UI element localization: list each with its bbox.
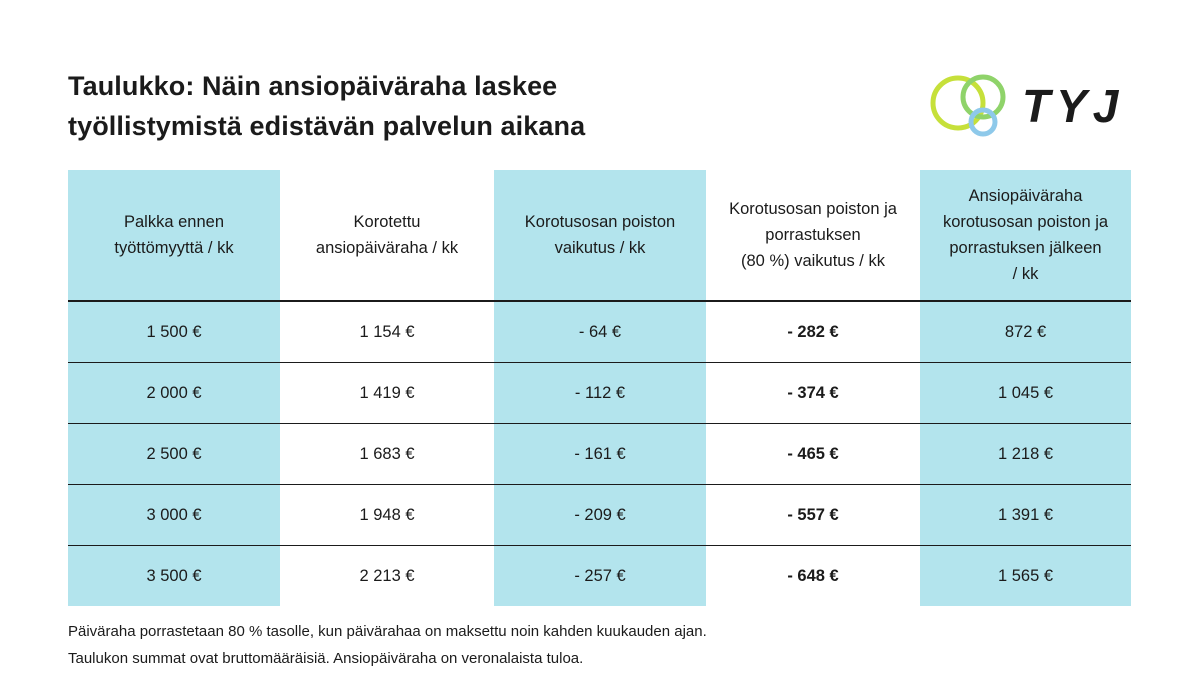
footnote-line-2: Taulukon summat ovat bruttomääräisiä. Ansiopäiväraha on veronalaista tuloa. (68, 650, 584, 667)
cell-raised-allowance: 2 213 € (280, 546, 494, 607)
cell-salary: 3 000 € (68, 485, 280, 546)
header-line: porrastuksen (765, 226, 861, 244)
cell-removal-effect: - 209 € (494, 485, 706, 546)
table-header-row (68, 170, 1131, 301)
header-line: Korotusosan poiston (524, 213, 676, 231)
table-row (68, 363, 1131, 424)
cell-final-allowance: 1 218 € (920, 424, 1131, 485)
cell-raised-allowance: 1 154 € (280, 301, 494, 363)
header-line: Korotusosan poiston ja (729, 200, 897, 218)
cell-final-allowance: 1 045 € (920, 363, 1131, 424)
header-line: vaikutus / kk (554, 239, 646, 257)
cell-combined-effect: - 648 € (706, 546, 920, 607)
cell-removal-effect: - 257 € (494, 546, 706, 607)
page-title (68, 66, 768, 146)
footnotes (68, 618, 707, 672)
footnote-line-1: Päiväraha porrastetaan 80 % tasolle, kun päivärahaa on maksettu noin kahden kuukauden ajan. (68, 623, 707, 640)
cell-removal-effect: - 161 € (494, 424, 706, 485)
table-row (68, 546, 1131, 607)
logo-wordmark: TYJ (1022, 80, 1125, 132)
header-line: (80 %) vaikutus / kk (741, 252, 885, 270)
header-line: korotusosan poiston ja (942, 213, 1109, 231)
cell-salary: 3 500 € (68, 546, 280, 607)
data-table (68, 170, 1131, 606)
header-line: Ansiopäiväraha (968, 187, 1083, 205)
table-row (68, 301, 1131, 363)
cell-raised-allowance: 1 683 € (280, 424, 494, 485)
cell-salary: 1 500 € (68, 301, 280, 363)
cell-final-allowance: 1 391 € (920, 485, 1131, 546)
title-line-2: työllistymistä edistävän palvelun aikana (68, 111, 586, 141)
cell-salary: 2 500 € (68, 424, 280, 485)
header-line: työttömyyttä / kk (114, 239, 234, 257)
cell-final-allowance: 872 € (920, 301, 1131, 363)
cell-combined-effect: - 374 € (706, 363, 920, 424)
benefit-table (68, 170, 1131, 606)
cell-salary: 2 000 € (68, 363, 280, 424)
cell-combined-effect: - 282 € (706, 301, 920, 363)
cell-raised-allowance: 1 419 € (280, 363, 494, 424)
cell-combined-effect: - 557 € (706, 485, 920, 546)
header-line: Korotettu (353, 213, 421, 231)
table-row (68, 485, 1131, 546)
cell-removal-effect: - 112 € (494, 363, 706, 424)
header-line: porrastuksen jälkeen (949, 239, 1102, 257)
cell-final-allowance: 1 565 € (920, 546, 1131, 607)
column-header-salary (68, 170, 280, 301)
table-row (68, 424, 1131, 485)
cell-raised-allowance: 1 948 € (280, 485, 494, 546)
column-header-removal-effect (494, 170, 706, 301)
header-line: Palkka ennen (124, 213, 224, 231)
header-line: / kk (1012, 265, 1039, 283)
column-header-raised-allowance (280, 170, 494, 301)
cell-removal-effect: - 64 € (494, 301, 706, 363)
cell-combined-effect: - 465 € (706, 424, 920, 485)
title-line-1: Taulukko: Näin ansiopäiväraha laskee (68, 71, 558, 101)
column-header-final-allowance (920, 170, 1131, 301)
column-header-combined-effect (706, 170, 920, 301)
header-line: ansiopäiväraha / kk (315, 239, 459, 257)
